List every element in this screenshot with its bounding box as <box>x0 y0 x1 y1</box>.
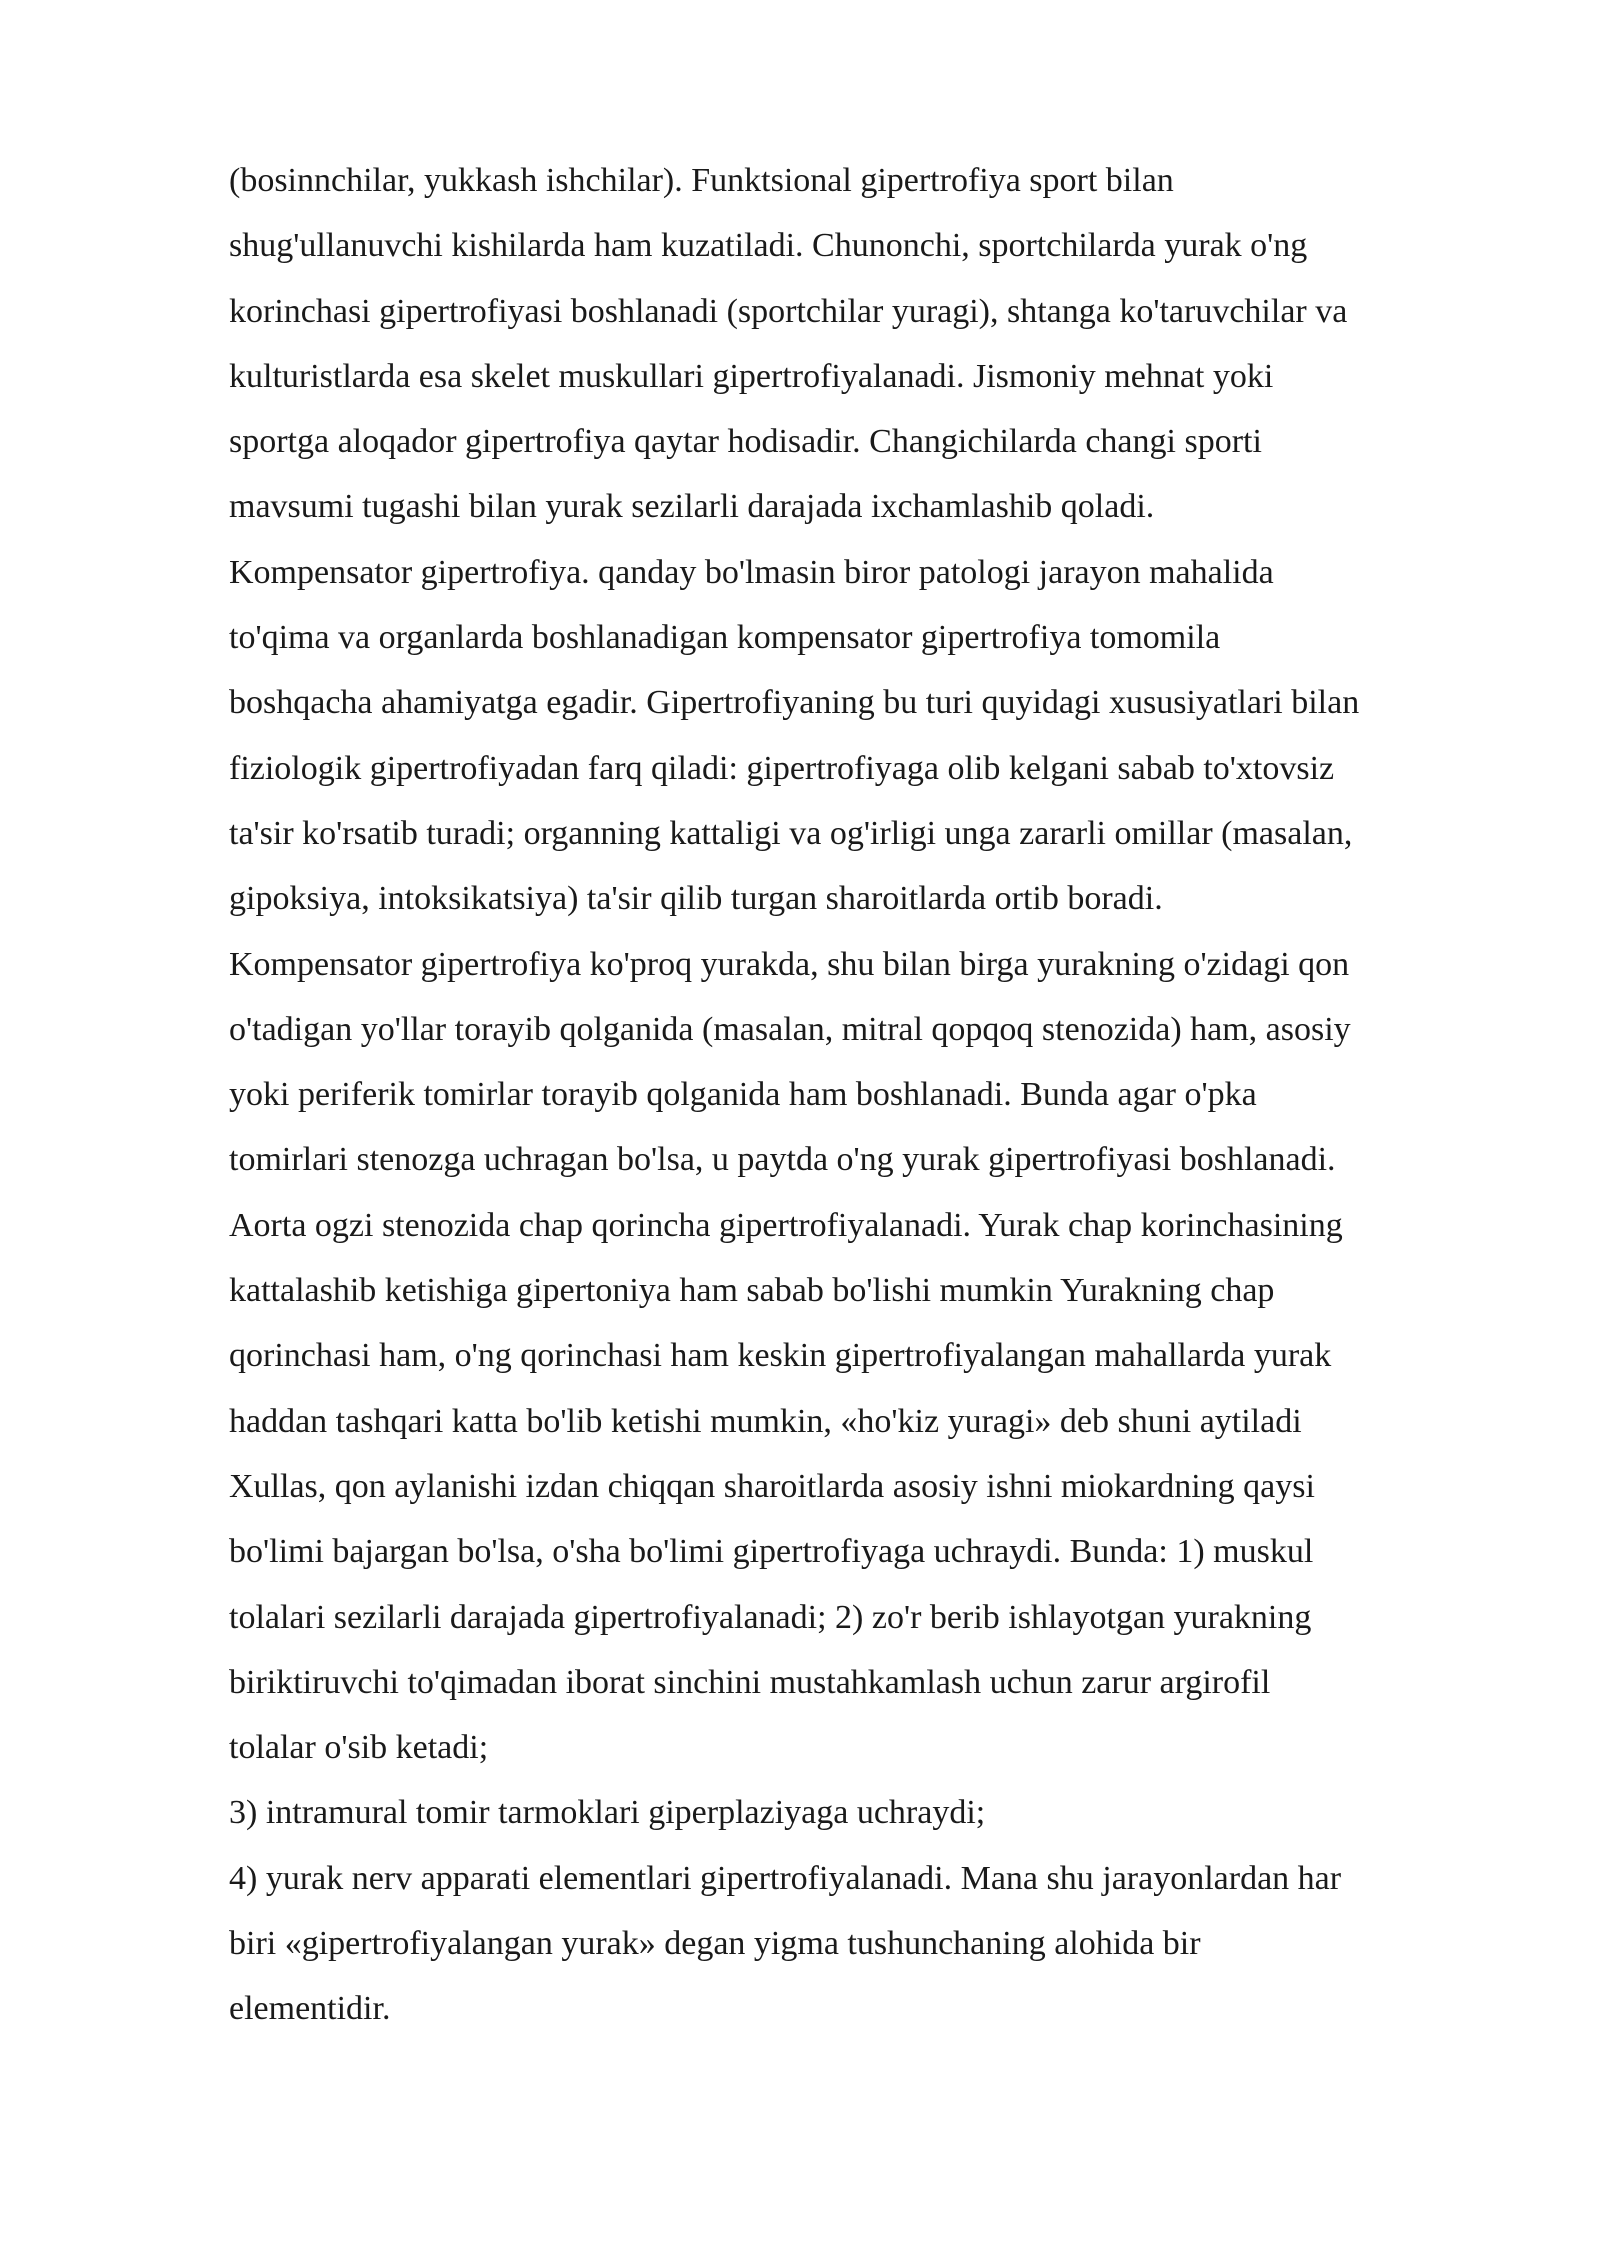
text-line: bo'limi bajargan bo'lsa, o'sha bo'limi gipertrofiyaga uchraydi. Bunda: 1) muskul <box>229 1533 1314 1571</box>
text-line: shug'ullanuvchi kishilarda ham kuzatiladi. Chunonchi, sportchilarda yurak o'ng <box>229 227 1308 265</box>
text-line: qorinchasi ham, o'ng qorinchasi ham keskin gipertrofiyalangan mahallarda yurak <box>229 1337 1332 1375</box>
text-line: Xullas, qon aylanishi izdan chiqqan sharoitlarda asosiy ishni miokardning qaysi <box>229 1467 1315 1505</box>
body-text <box>229 148 1529 2042</box>
text-line: Kompensator gipertrofiya. qanday bo'lmasin biror patologi jarayon mahalida <box>229 553 1274 591</box>
text-line: 3) intramural tomir tarmoklari giperplaziyaga uchraydi; <box>229 1794 986 1832</box>
text-line: 4) yurak nerv apparati elementlari gipertrofiyalanadi. Mana shu jarayonlardan har <box>229 1859 1342 1897</box>
text-line: haddan tashqari katta bo'lib ketishi mumkin, «ho'kiz yuragi» deb shuni aytiladi <box>229 1402 1302 1440</box>
text-line: Kompensator gipertrofiya ko'proq yurakda, shu bilan birga yurakning o'zidagi qon <box>229 945 1350 983</box>
text-line: boshqacha ahamiyatga egadir. Gipertrofiyaning bu turi quyidagi xususiyatlari bilan <box>229 684 1360 722</box>
text-line: mavsumi tugashi bilan yurak sezilarli darajada ixchamlashib qoladi. <box>229 488 1155 526</box>
text-line: kulturistlarda esa skelet muskullari gipertrofiyalanadi. Jismoniy mehnat yoki <box>229 357 1274 395</box>
text-line: o'tadigan yo'llar torayib qolganida (masalan, mitral qopqoq stenozida) ham, asosiy <box>229 1010 1351 1048</box>
text-line: Aorta ogzi stenozida chap qorincha gipertrofiyalanadi. Yurak chap korinchasining <box>229 1206 1343 1244</box>
text-line: yoki periferik tomirlar torayib qolganida ham boshlanadi. Bunda agar o'pka <box>229 1076 1257 1114</box>
text-line: to'qima va organlarda boshlanadigan kompensator gipertrofiya tomomila <box>229 619 1221 657</box>
text-line: kattalashib ketishiga gipertoniya ham sabab bo'lishi mumkin Yurakning chap <box>229 1272 1275 1310</box>
text-line: tolalar o'sib ketadi; <box>229 1729 489 1767</box>
text-line: tomirlari stenozga uchragan bo'lsa, u paytda o'ng yurak gipertrofiyasi boshlanadi. <box>229 1141 1336 1179</box>
text-line: biriktiruvchi to'qimadan iborat sinchini mustahkamlash uchun zarur argirofil <box>229 1663 1271 1701</box>
text-line: gipoksiya, intoksikatsiya) ta'sir qilib turgan sharoitlarda ortib boradi. <box>229 880 1163 918</box>
text-line: ta'sir ko'rsatib turadi; organning kattaligi va og'irligi unga zararli omillar (masalan, <box>229 814 1353 852</box>
text-line: sportga aloqador gipertrofiya qaytar hodisadir. Changichilarda changi sporti <box>229 423 1262 461</box>
text-line: elementidir. <box>229 1990 391 2028</box>
text-line: biri «gipertrofiyalangan yurak» degan yigma tushunchaning alohida bir <box>229 1925 1201 1963</box>
text-line: (bosinnchilar, yukkash ishchilar). Funktsional gipertrofiya sport bilan <box>229 162 1174 199</box>
text-line: korinchasi gipertrofiyasi boshlanadi (sportchilar yuragi), shtanga ko'taruvchilar va <box>229 292 1348 330</box>
text-line: fiziologik gipertrofiyadan farq qiladi: gipertrofiyaga olib kelgani sabab to'xtovsiz <box>229 749 1335 787</box>
text-line: tolalari sezilarli darajada gipertrofiyalanadi; 2) zo'r berib ishlayotgan yurakning <box>229 1598 1312 1636</box>
